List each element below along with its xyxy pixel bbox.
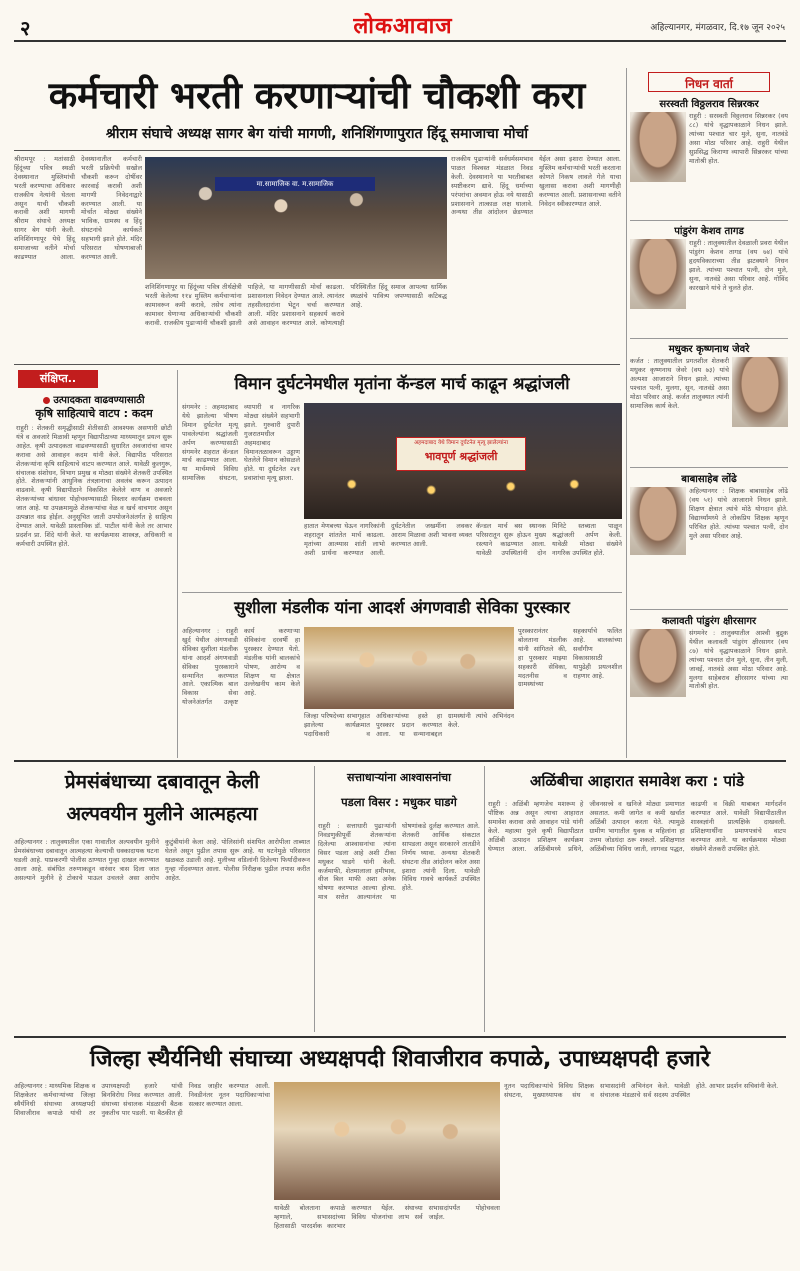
- obit-1-photo: [630, 112, 686, 182]
- bank-body-mid: यावेळी बोलताना कपाळे म्हणाले, सभासदांच्या हितासाठी पारदर्शक कारभार करण्यात येईल. संघाच्या विविध योजनांचा लाभ सर्व सभासदांपर्यंत पोहोचवला जाईल.: [274, 1204, 500, 1230]
- plane-bottom-rule: [182, 592, 622, 593]
- obit-2-name: पांडुरंग केशव तागड: [674, 226, 744, 237]
- plane-headline: विमान दुर्घटनेमधील मृतांना कॅन्डल मार्च काढून श्रद्धांजली: [234, 374, 570, 393]
- plane-body-mid: हातात मेणबत्त्या घेऊन नागरिकांनी शहरातून शांततेत मार्च काढला. मृतांच्या आत्म्यास शांती लाभो अशी प्रार्थना करण्यात आली. दुर्घटनेतील जखमींना लवकर आराम मिळावा अशी भावना व्यक्त करण्यात आली.: [304, 522, 472, 557]
- lower-rule: [14, 1036, 786, 1038]
- obit-2-photo: [630, 239, 686, 309]
- obit-4-text: अहिल्यानगर : शिक्षक बाबासाहेब लोंढे (वय ५१) यांचे आजाराने निधन झाले. शिक्षण क्षेत्रात त्यांचे मोठे योगदान होते. विद्यार्थ्यांमध्ये ते लोकप्रिय शिक्षक म्हणून परिचित होते. त्यांच्या पश्चात पत्नी, दोन मुले असा परिवार आहे.: [689, 487, 788, 540]
- plane-photo: [304, 403, 622, 519]
- brief-title-line1-text: उत्पादकता वाढवण्यासाठी: [53, 395, 145, 406]
- lead-subheadline: श्रीराम संघाचे अध्यक्ष सागर बेग यांची मागणी, शनिशिंगणापुरात हिंदू समाजाचा मोर्चा: [105, 126, 529, 142]
- bank-body-left: अहिल्यानगर : माध्यमिक शिक्षक व शिक्षकेतर कर्मचाऱ्यांच्या जिल्हा स्थैर्यनिधी संघाच्या अध्यक्षपदी शिवाजीराव कपाळे यांची तर उपाध्यक्षपदी हजारे यांची बिनविरोध निवड करण्यात आली. संघाच्या संचालक मंडळाची बैठक नुकतीच पार पडली. या बैठकीत ही निवड जाहीर करण्यात आली. निवडीनंतर नूतन पदाधिकाऱ्यांचा सत्कार करण्यात आला.: [14, 1082, 270, 1117]
- plane-body-right: कॅन्डल मार्च बस स्थानक परिसरातून सुरू होऊन मुख्य रस्त्याने काढण्यात आला. यावेळी उपस्थितांनी दोन मिनिटे स्तब्धता पाळून श्रद्धांजली अर्पण केली. यावेळी मोठ्या संख्येने नागरिक उपस्थित होते.: [476, 522, 622, 557]
- obit-rule-2: [630, 338, 788, 339]
- lead-headline: कर्मचारी भरती करणाऱ्यांची चौकशी करा: [48, 74, 586, 117]
- obit-5-text: संगमनेर : तालुक्यातील आश्वी बुद्रुक येथील कलावती पांडुरंग क्षीरसागर (वय ८७) यांचे वृद्धापकाळाने निधन झाले. त्यांच्या पश्चात दोन मुले, सुना, तीन मुली, जावई, नातवंडे असा मोठा परिवार आहे. मुलगा साहेबराव क्षीरसागर यांच्या त्या मातोश्री होत.: [689, 629, 788, 691]
- disability-body: राहुरी : अळिंबी म्हणजेच मशरूम हे पौष्टिक अन्न असून त्याचा आहारात समावेश करावा असे आवाहन पांडे यांनी केले. महात्मा फुले कृषी विद्यापीठात अळिंबी उत्पादन प्रशिक्षण कार्यक्रम घेण्यात आला. अळिंबीमध्ये प्रथिने, जीवनसत्त्वे व खनिजे मोठ्या प्रमाणात असतात. कमी जागेत व कमी खर्चात अळिंबी उत्पादन करता येते. त्यामुळे ग्रामीण भागातील युवक व महिलांना हा उत्तम जोडधंदा ठरू शकतो. प्रशिक्षणात अळिंबीच्या विविध जाती, लागवड पद्धत, काढणी व विक्री याबाबत मार्गदर्शन करण्यात आले. यावेळी विद्यापीठातील शास्त्रज्ञांनी प्रात्यक्षिके दाखवली. प्रशिक्षणार्थींना प्रमाणपत्रांचे वाटप करण्यात आले. या कार्यक्रमास मोठ्या संख्येने शेतकरी उपस्थित होते.: [488, 800, 786, 853]
- love-headline: [14, 766, 310, 834]
- plane-banner-line2: भावपूर्ण श्रद्धांजली: [424, 450, 498, 463]
- bank-body-right: नूतन पदाधिकाऱ्यांचे विविध शिक्षक संघटना, मुख्याध्यापक संघ व सभासदांनी अभिनंदन केले. यावेळी संचालक मंडळाचे सर्व सदस्य उपस्थित होते. आभार प्रदर्शन सचिवांनी केले.: [504, 1082, 779, 1099]
- obit-rule-3: [630, 467, 788, 468]
- obit-1-name: सरस्वती विठ्ठलराव सिन्नरकर: [659, 99, 759, 110]
- award-photo: [304, 627, 514, 709]
- obit-5-name: कलावती पांडुरंग क्षीरसागर: [661, 616, 757, 627]
- paper-name: लोकआवाज: [353, 14, 453, 39]
- disability-headline: अळिंबीचा आहारात समावेश करा : पांडे: [530, 772, 744, 790]
- love-divider: [314, 766, 315, 1032]
- obituary-title-text: निधन वार्ता: [685, 77, 733, 91]
- obit-rule-4: [630, 609, 788, 610]
- brief-label-text: संक्षिप्त..: [39, 372, 77, 385]
- lead-rule: [14, 150, 620, 151]
- power-body: राहुरी : सत्ताधारी पुढाऱ्यांनी निवडणुकीपूर्वी शेतकऱ्यांना दिलेल्या आश्वासनांचा त्यांना विसर पडला आहे अशी टीका मधुकर घाडगे यांनी केली. कर्जमाफी, शेतमालाला हमीभाव, वीज बिल माफी अशा अनेक घोषणा करण्यात आल्या होत्या. मात्र सत्तेत आल्यानंतर या घोषणांकडे दुर्लक्ष करण्यात आले. शेतकरी आर्थिक संकटात सापडला असून सरकारने तातडीने निर्णय घ्यावा. अन्यथा शेतकरी संघटना तीव्र आंदोलन करेल असा इशारा त्यांनी दिला. यावेळी विविध गावचे कार्यकर्ते उपस्थित होते.: [318, 822, 480, 902]
- obit-3-name: मधुकर कृष्णनाथ जेवरे: [668, 344, 750, 355]
- obit-3-photo: [732, 357, 788, 427]
- lead-photo: [145, 157, 447, 279]
- obit-1-text: राहुरी : सरस्वती विठ्ठलराव सिन्नरकर (वय ८८) यांचे वृद्धापकाळाने निधन झाले. त्यांच्या पश्चात चार मुले, सुना, नातवंडे असा मोठा परिवार आहे. राहुरी येथील सुप्रसिद्ध किराणा व्यापारी सिन्नरकर यांच्या मातोश्री होत.: [689, 112, 788, 165]
- love-headline-line2: अल्पवयीन मुलीने आत्महत्या: [66, 803, 258, 825]
- plane-banner: [396, 437, 526, 471]
- brief-divider: [177, 370, 178, 758]
- lead-bottom-rule: [14, 364, 620, 365]
- brief-title-line1: [14, 392, 174, 406]
- masthead-rule: [14, 40, 786, 42]
- love-body: अहिल्यानगर : तालुक्यातील एका गावातील अल्पवयीन मुलीने प्रेमसंबंधाच्या दबावातून आत्महत्या केल्याची धक्कादायक घटना घडली आहे. याप्रकरणी पोलीस ठाण्यात गुन्हा दाखल करण्यात आला आहे. संबंधित तरुणाकडून वारंवार त्रास दिला जात असल्याने मुलीने हे टोकाचे पाऊल उचलले असा आरोप कुटुंबीयांनी केला आहे. पोलिसांनी संशयित आरोपीला ताब्यात घेतले असून पुढील तपास सुरू आहे. या घटनेमुळे परिसरात खळबळ उडाली आहे. मुलीच्या वडिलांनी दिलेल्या फिर्यादीवरून गुन्हा नोंदवण्यात आला. पोलीस निरीक्षक पुढील तपास करीत आहेत.: [14, 838, 310, 882]
- plane-body-left: संगमनेर : अहमदाबाद येथे झालेल्या भीषण विमान दुर्घटनेत मृत्यू पावलेल्यांना श्रद्धांजली अर्पण करण्यासाठी संगमनेर शहरात कॅन्डल मार्च काढण्यात आला. या मार्चमध्ये विविध सामाजिक संघटना, व्यापारी व नागरिक मोठ्या संख्येने सहभागी झाले. गुरुवारी दुपारी गुजरातमधील अहमदाबाद विमानतळावरून उड्डाण घेतलेले विमान कोसळले होते. या दुर्घटनेत २४१ प्रवाशांचा मृत्यू झाला.: [182, 403, 300, 483]
- lead-body-right: राजकीय पुढाऱ्यांनी सर्वधर्मसमभाव पाळत विश्वस्त मंडळात निवड केली. देवस्थानाने या भरतीबाबत स्पष्टीकरण द्यावे. हिंदू धर्माच्या परंपरांचा अवमान होऊ नये यासाठी प्रशासनाने तात्काळ लक्ष घालावे. अन्यथा तीव्र आंदोलन छेडण्यात येईल असा इशारा देण्यात आला. मुस्लिम कर्मचाऱ्यांची भरती करताना कोणते निकष लावले गेले याचा खुलासा करावा अशी मागणीही करण्यात आली. प्रशासनाच्या वतीने निवेदन स्वीकारण्यात आले.: [451, 155, 621, 217]
- lead-body-bottom: शनिशिंगणापूर या हिंदूंच्या पवित्र तीर्थक्षेत्री भरती केलेल्या ११४ मुस्लिम कर्मचाऱ्यांना कामावरून कमी करावे, तसेच त्यांना कामावर घेणाऱ्या अधिकाऱ्यांची चौकशी करावी. राजकीय पुढाऱ्यांनी चौकशी झाली पाहिजे, या मागणीसाठी मोर्चा काढला. प्रशासनाला निवेदन देण्यात आले. त्यानंतर तहसीलदारांना भेटून चर्चा करण्यात आली. मंदिर प्रशासनाने सहकार्य करावे असे आवाहन करण्यात आले. कोणत्याही परिस्थितीत हिंदू समाज आपल्या धार्मिक स्थळांचे पावित्र्य जपण्यासाठी कटिबद्ध आहे.: [145, 283, 447, 327]
- obit-divider: [626, 68, 627, 758]
- page-number: २: [20, 16, 31, 40]
- love-headline-line1: प्रेमसंबंधाच्या दबावातून केली: [64, 771, 260, 793]
- brief-body: राहुरी : शेतकरी समृद्धीसाठी शेतीसाठी आवश्यक असणारी छोटी यंत्रे व अवजारे मिळावी म्हणून विद्यापीठाच्या माध्यमातून प्रयत्न सुरू आहेत. कृषी उत्पादकता वाढवण्यासाठी सुधारित अवजारांचा वापर करावा असे आवाहन कदम यांनी केले. विद्यापीठ परिसरात शेतकऱ्यांना कृषि साहित्याचे वाटप करण्यात आले. यावेळी कुलगुरू, संचालक संशोधन, विभाग प्रमुख व मोठ्या संख्येने शेतकरी उपस्थित होते. शेतकऱ्यांनी आधुनिक तंत्रज्ञानाचा अवलंब करून उत्पादन वाढवावे. कृषी विद्यापीठाने विकसित केलेले वाण व अवजारे शेतकऱ्यांच्या बांधावर पोहोचवण्यासाठी विस्तार कार्यक्रम राबवला जात आहे. या उपक्रमामुळे शेतकऱ्यांचा वेळ व खर्च वाचणार असून उत्पन्नात वाढ होईल. अनुसूचित जाती उपयोजनेअंतर्गत हे साहित्य देण्यात आले. यावेळी प्रास्ताविक डॉ. पाटील यांनी केले तर आभार प्रदर्शन प्रा. शिंदे यांनी केले. या कार्यक्रमास शास्त्रज्ञ, अधिकारी व कर्मचारी उपस्थित होते.: [16, 424, 172, 548]
- plane-banner-line1: अहमदाबाद येथे विमान दुर्घटनेत मृत्यू झालेल्यांना: [413, 440, 509, 446]
- bullet-icon: [43, 397, 50, 404]
- obit-5-photo: [630, 629, 686, 697]
- power-headline-line1: सत्ताधाऱ्यांना आश्वासनांचा: [346, 771, 452, 784]
- obit-4-name: बाबासाहेब लोंढे: [681, 474, 737, 485]
- power-headline-line2: पडला विसर : मधुकर घाडगे: [341, 795, 457, 809]
- masthead: [0, 0, 800, 56]
- bank-photo: [274, 1082, 500, 1200]
- obituary-column: [630, 72, 788, 758]
- obit-rule-1: [630, 220, 788, 221]
- power-divider: [484, 766, 485, 1032]
- power-headline: [318, 766, 480, 820]
- award-body-left: अहिल्यानगर : राहुरी खुर्द येथील अंगणवाडी सेविका सुशीला मंडलीक यांना आदर्श अंगणवाडी सेविका पुरस्काराने सन्मानित करण्यात आले. एकात्मिक बाल विकास सेवा योजनेअंतर्गत उत्कृष्ट कार्य करणाऱ्या सेविकांना दरवर्षी हा पुरस्कार देण्यात येतो. मंडलीक यांनी बालकांचे पोषण, आरोग्य व शिक्षण या क्षेत्रात उल्लेखनीय काम केले आहे.: [182, 627, 300, 707]
- brief-column: [14, 370, 174, 758]
- mid-rule: [14, 760, 786, 762]
- obituary-title: [648, 72, 770, 92]
- bank-headline: जिल्हा स्थैर्यनिधी संघाच्या अध्यक्षपदी शिवाजीराव कपाळे, उपाध्यक्षपदी हजारे: [90, 1046, 710, 1072]
- award-body-right: पुरस्कारानंतर बोलताना मंडलीक यांनी सांगितले की, हा पुरस्कार माझ्या सहकारी सेविका, मदतनीस व ग्रामस्थांच्या सहकार्याचे फलित आहे. बालकांच्या सर्वांगीण विकासासाठी यापुढेही प्रयत्नशील राहणार आहे.: [518, 627, 622, 689]
- brief-title-line2: कृषि साहित्याचे वाटप : कदम: [35, 407, 153, 420]
- lead-body-left: श्रीरामपूर : मतांसाठी हिंदूंच्या पवित्र स्थळी देवस्थानात मुस्लिमांची भरती करण्याचा अधिकार राजकीय नेत्यांनी घेतला असून याची चौकशी करावी अशी मागणी श्रीराम संघाचे अध्यक्ष सागर बेग यांनी केली. शनिशिंगणापूर येथे हिंदू समाजाच्या वतीने मोर्चा काढण्यात आला. देवस्थानातील कर्मचारी भरती प्रक्रियेची सखोल चौकशी करून दोषींवर कारवाई करावी अशी मागणी निवेदनाद्वारे करण्यात आली. या मोर्चात मोठ्या संख्येने भाविक, ग्रामस्थ व हिंदू संघटनांचे कार्यकर्ते सहभागी झाले होते. मंदिर परिसरात घोषणाबाजी करण्यात आली.: [14, 155, 142, 261]
- obit-2-text: राहुरी : तालुक्यातील देवळाली प्रवरा येथील पांडुरंग केशव तागड (वय ७४) यांचे हृदयविकाराच्या तीव्र झटक्याने निधन झाले. त्यांच्या पश्चात पत्नी, दोन मुले, सुना, नातवंडे असा परिवार आहे. गोविंद कारखाने यांचे ते चुलते होत.: [689, 239, 788, 292]
- brief-label: [18, 370, 98, 388]
- obit-4-photo: [630, 487, 686, 555]
- award-body-mid: जिल्हा परिषदेच्या सभागृहात झालेल्या कार्यक्रमात पदाधिकारी व अधिकाऱ्यांच्या हस्ते हा पुरस्कार प्रदान करण्यात आला. या सन्मानाबद्दल ग्रामस्थांनी त्यांचे अभिनंदन केले.: [304, 712, 514, 738]
- lead-photo-banner: मा.सामाजिक वा. म.सामाजिक: [215, 177, 375, 191]
- obit-3-text-a: कर्जत : तालुक्यातील प्रगतशील शेतकरी मधुकर कृष्णनाथ जेवरे (वय ७३) यांचे अल्पशा आजाराने निधन झाले. त्यांच्या पश्चात पत्नी, मुलगा, सून, नातवंडे असा मोठा परिवार आहे. कर्जत तालुक्यात त्यांनी सामाजिक कार्य केले.: [630, 357, 729, 410]
- award-headline: सुशीला मंडलीक यांना आदर्श अंगणवाडी सेविका पुरस्कार: [234, 598, 570, 617]
- dateline: अहिल्यानगर, मंगळवार, दि.१७ जून २०२५: [650, 23, 785, 33]
